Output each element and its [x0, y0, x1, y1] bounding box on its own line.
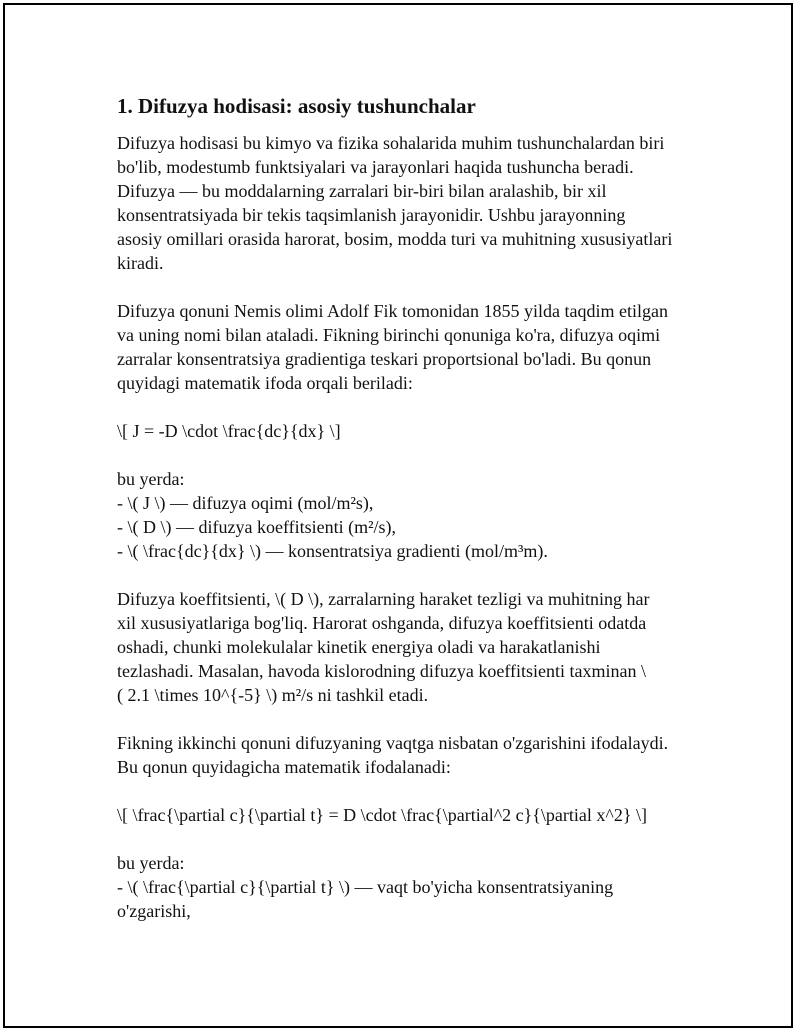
paragraph-gap: [117, 707, 697, 731]
text-line: - \( \frac{dc}{dx} \) — konsentratsiya gradienti (mol/m³m).: [117, 541, 548, 561]
text-line: bo'lib, modestumb funktsiyalari va jarayonlari haqida tushuncha beradi.: [117, 157, 634, 177]
paragraph: [117, 299, 697, 395]
paragraph: [117, 731, 697, 779]
text-line: va uning nomi bilan ataladi. Fikning birinchi qonuniga ko'ra, difuzya oqimi: [117, 325, 661, 345]
document-body: [117, 93, 697, 923]
paragraph: [117, 587, 697, 707]
text-line: - \( D \) — difuzya koeffitsienti (m²/s),: [117, 517, 396, 537]
paragraph-gap: [117, 275, 697, 299]
text-line: - \( \frac{\partial c}{\partial t} \) — vaqt bo'yicha konsentratsiyaning: [117, 877, 614, 897]
text-line: Difuzya koeffitsienti, \( D \), zarralarning haraket tezligi va muhitning har: [117, 589, 650, 609]
paragraph: [117, 851, 697, 923]
text-line: bu yerda:: [117, 469, 185, 489]
text-line: bu yerda:: [117, 853, 185, 873]
paragraph-gap: [117, 779, 697, 803]
paragraph-gap: [117, 563, 697, 587]
text-line: xil xususiyatlariga bog'liq. Harorat oshganda, difuzya koeffitsienti odatda: [117, 613, 647, 633]
paragraph-gap: [117, 443, 697, 467]
text-line: quyidagi matematik ifoda orqali beriladi:: [117, 373, 413, 393]
paragraph: [117, 467, 697, 563]
text-line: Fikning ikkinchi qonuni difuzyaning vaqtga nisbatan o'zgarishini ifodalaydi.: [117, 733, 669, 753]
text-line: Bu qonun quyidagicha matematik ifodalanadi:: [117, 757, 451, 777]
equation-block: [117, 803, 697, 827]
text-line: asosiy omillari orasida harorat, bosim, modda turi va muhitning xususiyatlari: [117, 229, 673, 249]
text-line: tezlashadi. Masalan, havoda kislorodning difuzya koeffitsienti taxminan \: [117, 661, 647, 681]
paragraph-gap: [117, 827, 697, 851]
text-line: \[ \frac{\partial c}{\partial t} = D \cdot \frac{\partial^2 c}{\partial x^2} \]: [117, 805, 647, 825]
text-line: konsentratsiyada bir tekis taqsimlanish jarayonidir. Ushbu jarayonning: [117, 205, 626, 225]
document-text: [117, 131, 697, 923]
section-title: 1. Difuzya hodisasi: asosiy tushunchalar: [117, 94, 476, 118]
text-line: - \( J \) — difuzya oqimi (mol/m²s),: [117, 493, 374, 513]
text-line: Difuzya qonuni Nemis olimi Adolf Fik tomonidan 1855 yilda taqdim etilgan: [117, 301, 668, 321]
text-line: o'zgarishi,: [117, 901, 191, 921]
paragraph: [117, 131, 697, 275]
equation-block: [117, 419, 697, 443]
text-line: \[ J = -D \cdot \frac{dc}{dx} \]: [117, 421, 341, 441]
text-line: ( 2.1 \times 10^{-5} \) m²/s ni tashkil etadi.: [117, 685, 429, 705]
text-line: zarralar konsentratsiya gradientiga teskari proportsional bo'ladi. Bu qonun: [117, 349, 652, 369]
text-line: oshadi, chunki molekulalar kinetik energiya oladi va harakatlanishi: [117, 637, 601, 657]
text-line: Difuzya hodisasi bu kimyo va fizika sohalarida muhim tushunchalardan biri: [117, 133, 665, 153]
text-line: kiradi.: [117, 253, 164, 273]
text-line: Difuzya — bu moddalarning zarralari bir-biri bilan aralashib, bir xil: [117, 181, 607, 201]
paragraph-gap: [117, 395, 697, 419]
